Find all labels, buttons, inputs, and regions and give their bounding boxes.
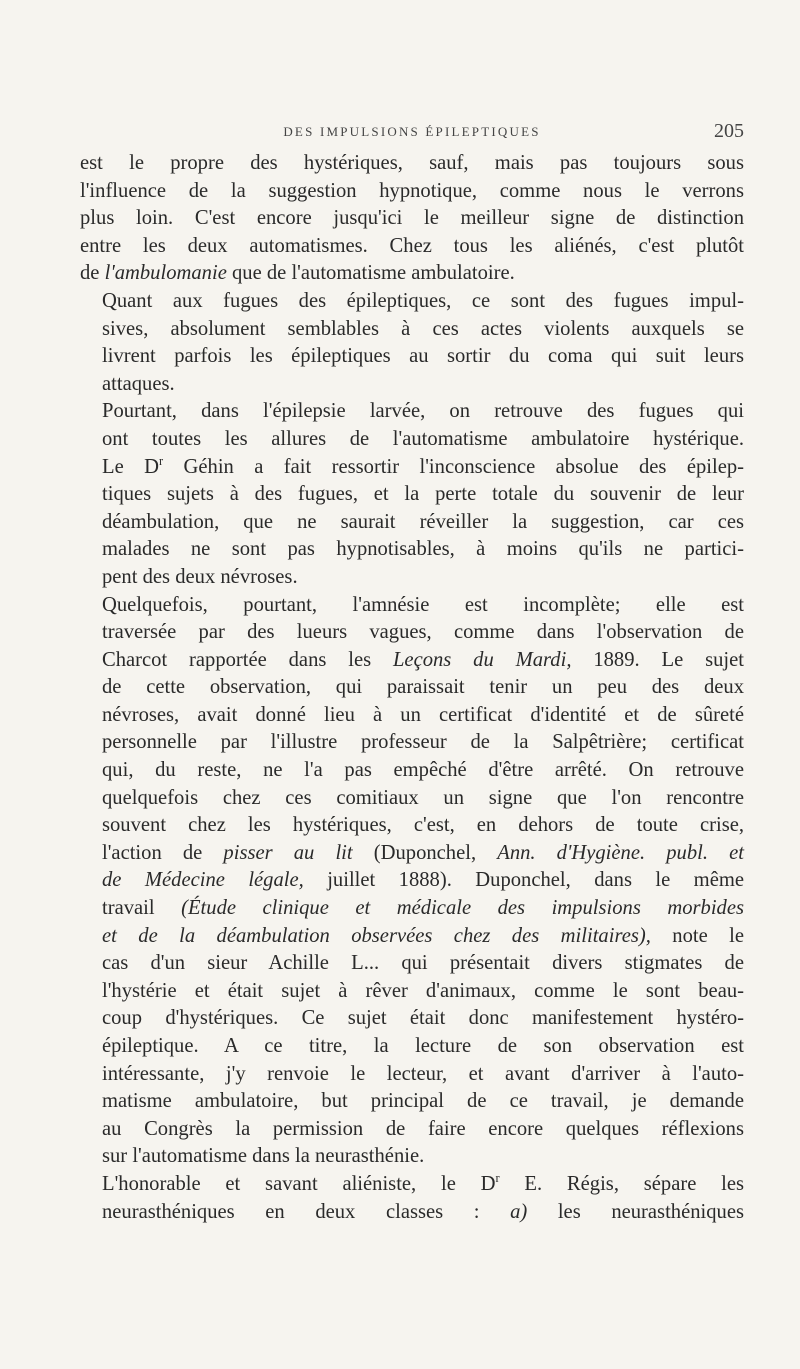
text-line: l'hystérie et était sujet à rêver d'animaux, comme le sont beau- (102, 979, 744, 1002)
text-run: Le D (102, 455, 159, 478)
text-line: de cette observation, qui paraissait tenir un peu des deux (102, 676, 744, 699)
text-line: entre les deux automatismes. Chez tous les aliénés, c'est plutôt (80, 234, 744, 257)
italic-title: et de la déambulation observées chez des militaires), (102, 924, 651, 947)
body-text (80, 150, 744, 1226)
italic-title: (Étude clinique et médicale des impulsions morbides (181, 897, 745, 920)
running-title: DES IMPULSIONS ÉPILEPTIQUES (283, 124, 541, 139)
text-run: travail (102, 897, 182, 920)
text-run: que de l'automatisme ambulatoire. (226, 262, 515, 285)
text-run: les neurasthéniques (527, 1200, 744, 1223)
text-line: cas d'un sieur Achille L... qui présentait divers stigmates de (102, 952, 744, 975)
text-line: matisme ambulatoire, but principal de ce travail, je demande (102, 1090, 744, 1113)
text-line: Pourtant, dans l'épilepsie larvée, on retrouve des fugues qui (102, 400, 744, 423)
text-line (80, 1171, 744, 1199)
text-line: Quelquefois, pourtant, l'amnésie est incomplète; elle est (102, 593, 744, 616)
paragraph-3 (80, 398, 744, 591)
text-line: attaques. (102, 372, 175, 395)
text-run: l'action de (102, 841, 224, 864)
italic-term: l'ambulomanie (104, 262, 227, 285)
text-line (80, 454, 744, 482)
text-line: personnelle par l'illustre professeur de la Salpêtrière; certificat (102, 731, 744, 754)
text-run: Charcot rapportée dans les (102, 648, 393, 671)
text-line: coup d'hystériques. Ce sujet était donc manifestement hystéro- (102, 1007, 744, 1030)
text-line: livrent parfois les épileptiques au sortir du coma qui suit leurs (102, 345, 744, 368)
text-line: est le propre des hystériques, sauf, mais pas toujours sous (80, 152, 744, 174)
text-line (80, 840, 744, 868)
text-line (80, 647, 744, 675)
text-run: juillet 1888). Duponchel, dans le même (303, 869, 744, 892)
paragraph-2 (80, 288, 744, 398)
text-run: Géhin a fait ressortir l'inconscience absolue des épilep- (163, 455, 744, 478)
text-line: malades ne sont pas hypnotisables, à moins qu'ils ne partici- (102, 538, 744, 561)
text-line: au Congrès la permission de faire encore quelques réflexions (102, 1117, 744, 1140)
italic-term: a) (510, 1200, 528, 1223)
italic-term: pisser au lit (223, 841, 353, 864)
running-head (80, 120, 744, 148)
page-number: 205 (714, 120, 744, 142)
text-run: neurasthéniques en deux classes : (102, 1200, 511, 1223)
text-line: l'influence de la suggestion hypnotique, comme nous le verrons (80, 179, 744, 202)
text-line: sives, absolument semblables à ces actes violents auxquels se (102, 317, 744, 340)
text-line: sur l'automatisme dans la neurasthénie. (102, 1145, 425, 1168)
text-line: tiques sujets à des fugues, et la perte totale du souvenir de leur (102, 483, 744, 506)
text-run: 1889. Le sujet (571, 648, 744, 671)
text-run: (Duponchel, (352, 841, 498, 864)
paragraph-5 (80, 1171, 744, 1226)
text-line: ont toutes les allures de l'automatisme ambulatoire hystérique. (102, 427, 744, 450)
text-line: pent des deux névroses. (102, 565, 298, 588)
text-line (80, 260, 744, 288)
text-line: traversée par des lueurs vagues, comme dans l'observation de (102, 621, 744, 644)
text-run: de (80, 262, 105, 285)
text-line: épileptique. A ce titre, la lecture de son observation est (102, 1035, 744, 1057)
text-line: plus loin. C'est encore jusqu'ici le meilleur signe de distinction (80, 207, 744, 230)
text-line: souvent chez les hystériques, c'est, en dehors de toute crise, (102, 814, 744, 837)
text-run: E. Régis, sépare les (499, 1172, 744, 1195)
text-line (80, 923, 744, 951)
text-run: L'honorable et savant aliéniste, le D (102, 1172, 496, 1195)
text-line (80, 867, 744, 895)
italic-title: de Médecine légale, (102, 869, 304, 892)
text-line: névroses, avait donné lieu à un certificat d'identité et de sûreté (102, 703, 744, 726)
italic-title: Leçons du Mardi, (392, 648, 572, 671)
text-run: note le (650, 924, 744, 947)
text-line: qui, du reste, ne l'a pas empêché d'être arrêté. On retrouve (102, 759, 744, 782)
text-line: déambulation, que ne saurait réveiller la suggestion, car ces (102, 510, 744, 533)
text-line: quelquefois chez ces comitiaux un signe que l'on rencontre (102, 786, 744, 809)
paragraph-4 (80, 592, 744, 1171)
text-line (80, 1199, 744, 1227)
paragraph-1 (80, 150, 744, 288)
text-line: intéressante, j'y renvoie le lecteur, et avant d'arriver à l'auto- (102, 1062, 744, 1085)
italic-title: Ann. d'Hygiène. publ. et (497, 841, 744, 864)
superscript: r (159, 453, 164, 468)
superscript: r (495, 1171, 500, 1186)
text-line: Quant aux fugues des épileptiques, ce sont des fugues impul- (102, 289, 744, 312)
text-line (80, 895, 744, 923)
